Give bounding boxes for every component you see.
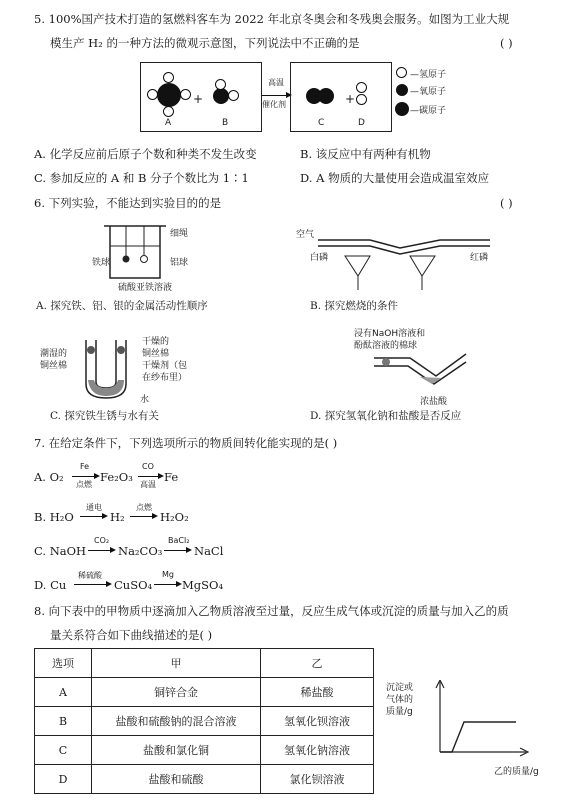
- legend-hydrogen-icon: [396, 67, 407, 78]
- hydrogen-atom: [147, 89, 158, 100]
- a-cond-2-top: CO: [142, 462, 154, 471]
- c-species-2: Na₂CO₃: [118, 544, 163, 558]
- d-species-2: CuSO₄: [114, 578, 153, 592]
- b-cond-2-top: 点燃: [136, 503, 152, 512]
- row-yi: 稀盐酸: [261, 678, 374, 707]
- label-desiccant: 干燥剂（包: [142, 361, 188, 371]
- q5-stem-line1: 5. 100%国产技术打造的氢燃料客车为 2022 年北京冬奥会和冬残奥会服务。如图为工业大规: [34, 12, 510, 26]
- arrow-icon: [164, 550, 190, 551]
- arrow-icon: [72, 476, 98, 477]
- c-cond-2-top: BaCl₂: [168, 536, 190, 545]
- plus-sign: +: [345, 92, 356, 106]
- label-water: 水: [140, 395, 150, 405]
- row-label: D: [35, 765, 92, 794]
- hydrogen-atom: [215, 79, 226, 90]
- label-iron-ball: 铁球: [92, 258, 111, 268]
- hydrogen-atom: [356, 94, 367, 105]
- header-yi: 乙: [261, 649, 374, 678]
- legend-carbon-icon: [395, 102, 409, 116]
- arrow-icon: [130, 516, 156, 517]
- d-cond-2-top: Mg: [162, 570, 174, 579]
- c-species-3: NaCl: [194, 544, 224, 558]
- label-gauze: 在纱布里）: [142, 373, 188, 383]
- q6-caption-b[interactable]: B. 探究燃烧的条件: [310, 300, 398, 312]
- row-yi: 氯化钡溶液: [261, 765, 374, 794]
- d-species-1: D. Cu: [34, 578, 67, 592]
- row-label: A: [35, 678, 92, 707]
- q5-option-d[interactable]: D. A 物质的大量使用会造成温室效应: [300, 171, 490, 185]
- label-b: B: [222, 118, 229, 128]
- table-row[interactable]: [35, 678, 374, 707]
- label-d: D: [358, 118, 365, 128]
- table-row[interactable]: [35, 736, 374, 765]
- row-yi: 氢氧化钡溶液: [261, 707, 374, 736]
- a-species-3: Fe: [164, 470, 179, 484]
- header-jia: 甲: [92, 649, 261, 678]
- graph-xlabel: 乙的质量/g: [494, 767, 539, 777]
- c-cond-1-top: CO₂: [94, 536, 110, 545]
- a-species-1: A. O₂: [34, 470, 64, 484]
- plus-sign: +: [193, 92, 204, 106]
- graph-curve: [440, 722, 516, 752]
- q7-stem: 7. 在给定条件下，下列选项所示的物质间转化能实现的是( ): [34, 436, 338, 450]
- a-species-2: Fe₂O₃: [100, 470, 133, 484]
- legend-hydrogen: —氢原子: [410, 70, 447, 80]
- b-species-3: H₂O₂: [160, 510, 189, 524]
- d-species-3: MgSO₄: [182, 578, 224, 592]
- table-header-row: [35, 649, 374, 678]
- q5-option-b[interactable]: B. 该反应中有两种有机物: [300, 147, 431, 161]
- label-white-phosphorus: 白磷: [310, 253, 329, 263]
- q6-caption-d[interactable]: D. 探究氢氧化钠和盐酸是否反应: [310, 410, 462, 422]
- q6-stem: 6. 下列实验，不能达到实验目的的是: [34, 196, 222, 210]
- reaction-arrow: [262, 95, 290, 96]
- arrow-icon: [74, 584, 110, 585]
- q5-answer-bracket[interactable]: ( ): [500, 36, 513, 50]
- legend-oxygen-icon: [396, 84, 408, 96]
- graph-axes: [420, 680, 530, 758]
- oxygen-atom: [318, 88, 334, 104]
- row-yi: 氢氧化钠溶液: [261, 736, 374, 765]
- q8-table: [34, 648, 374, 794]
- c-species-1: C. NaOH: [34, 544, 87, 558]
- carbon-atom: [157, 83, 181, 107]
- hydrogen-atom: [180, 89, 191, 100]
- hydrogen-atom: [228, 90, 239, 101]
- label-a: A: [165, 118, 172, 128]
- b-species-1: B. H₂O: [34, 510, 74, 524]
- a-cond-1-top: Fe: [80, 462, 90, 471]
- table-row[interactable]: [35, 765, 374, 794]
- q5-stem-line2: 模生产 H₂ 的一种方法的微观示意图，下列说法中不正确的是: [50, 36, 360, 50]
- condition-high-temp: 高温: [268, 78, 284, 87]
- b-cond-1-top: 通电: [86, 503, 102, 512]
- graph-ylabel-3: 质量/g: [386, 707, 413, 717]
- label-aluminum-ball: 铝球: [170, 258, 189, 268]
- row-jia: 盐酸和氯化铜: [92, 736, 261, 765]
- label-air: 空气: [296, 230, 315, 240]
- arrow-icon: [138, 476, 162, 477]
- arrow-icon: [88, 550, 114, 551]
- tube-diagram: [370, 344, 470, 394]
- label-wet: 潮湿的: [40, 349, 68, 359]
- q8-stem-line2: 量关系符合如下曲线描述的是( ): [50, 628, 213, 642]
- u-tube-diagram: [78, 336, 138, 404]
- label-steel-wool-dry: 铜丝棉: [142, 349, 170, 359]
- table-row[interactable]: [35, 707, 374, 736]
- arrow-icon: [154, 584, 180, 585]
- q5-option-c[interactable]: C. 参加反应的 A 和 B 分子个数比为 1∶1: [34, 171, 249, 185]
- hydrogen-atom: [356, 82, 367, 93]
- a-cond-1-bottom: 点燃: [76, 480, 92, 489]
- row-jia: 铜锌合金: [92, 678, 261, 707]
- graph-ylabel-2: 气体的: [386, 695, 414, 705]
- graph-ylabel-1: 沉淀或: [386, 683, 414, 693]
- legend-carbon: —碳原子: [410, 106, 447, 116]
- label-phenolphthalein: 酚酞溶液的棉球: [354, 341, 418, 351]
- q6-caption-a[interactable]: A. 探究铁、铝、银的金属活动性顺序: [36, 300, 208, 312]
- d-cond-1-top: 稀硫酸: [78, 571, 102, 580]
- row-label: C: [35, 736, 92, 765]
- label-naoh-cotton: 浸有NaOH溶液和: [354, 329, 426, 339]
- arrow-icon: [80, 516, 106, 517]
- row-jia: 盐酸和硫酸钠的混合溶液: [92, 707, 261, 736]
- row-label: B: [35, 707, 92, 736]
- label-red-phosphorus: 红磷: [470, 253, 489, 263]
- header-option: 选项: [35, 649, 92, 678]
- legend-oxygen: —氧原子: [410, 87, 447, 97]
- q8-stem-line1: 8. 向下表中的甲物质中逐滴加入乙物质溶液至过量，反应生成气体或沉淀的质量与加入乙的质: [34, 604, 509, 618]
- hydrogen-atom: [163, 106, 174, 117]
- q5-option-a[interactable]: A. 化学反应前后原子个数和种类不发生改变: [34, 147, 257, 161]
- label-conc-hcl: 浓盐酸: [420, 397, 448, 407]
- label-ferrous-sulfate: 硫酸亚铁溶液: [118, 283, 173, 293]
- a-cond-2-bottom: 高温: [140, 480, 156, 489]
- q6-caption-c[interactable]: C. 探究铁生锈与水有关: [50, 410, 159, 422]
- label-c: C: [318, 118, 325, 128]
- row-jia: 盐酸和硫酸: [92, 765, 261, 794]
- label-dry: 干燥的: [142, 337, 170, 347]
- hydrogen-atom: [163, 72, 174, 83]
- q6-answer-bracket[interactable]: ( ): [500, 196, 513, 210]
- oxygen-atom: [213, 88, 229, 104]
- label-steel-wool-wet: 铜丝棉: [40, 361, 68, 371]
- condition-catalyst: 催化剂: [262, 100, 286, 109]
- label-string: 细绳: [170, 229, 189, 239]
- b-species-2: H₂: [110, 510, 125, 524]
